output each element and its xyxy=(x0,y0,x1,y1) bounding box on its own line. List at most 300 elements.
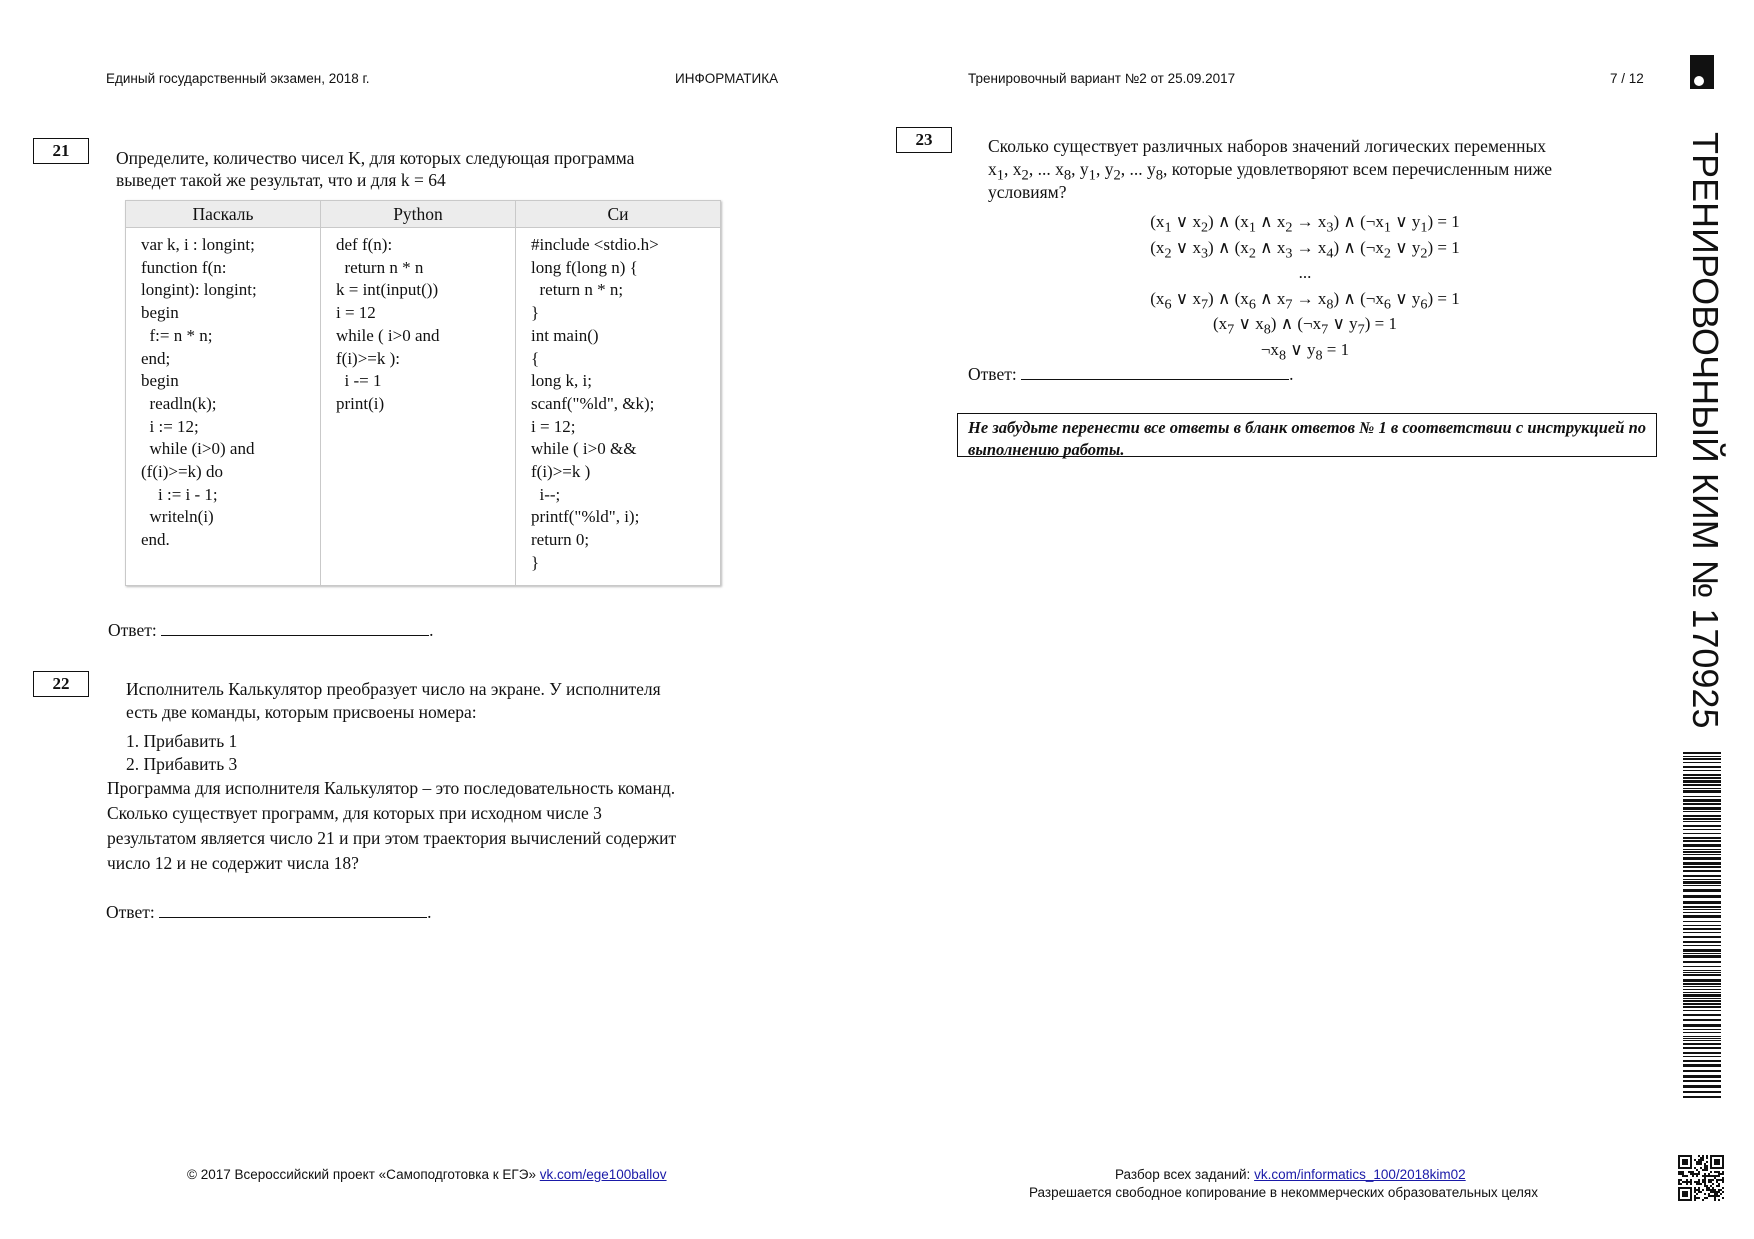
task-23-answer-field[interactable] xyxy=(1021,365,1289,380)
qr-module xyxy=(1682,1191,1688,1197)
barcode-bar xyxy=(1683,803,1721,805)
qr-module xyxy=(1712,1175,1714,1177)
formula-2: ($x_2$ ∨ $x_3$) ∧ ($x_2$ ∧ $x_3 \to x_4$) ∧ ($\neg x_2$ ∨ $y_2) = 1$ xyxy=(1150,238,1460,262)
qr-module xyxy=(1704,1193,1706,1195)
footer-copyright xyxy=(187,1167,667,1182)
barcode-bar xyxy=(1683,870,1721,872)
qr-module xyxy=(1686,1179,1688,1181)
qr-module xyxy=(1716,1193,1718,1195)
code-cell-python xyxy=(321,228,516,586)
barcode-bar xyxy=(1683,756,1721,757)
qr-module xyxy=(1718,1185,1720,1187)
barcode-bar xyxy=(1683,777,1721,779)
corner-marker-icon xyxy=(1690,55,1714,89)
qr-module xyxy=(1708,1195,1710,1197)
barcode-bar xyxy=(1683,1024,1721,1027)
header-exam-title: Единый государственный экзамен, 2018 г. xyxy=(106,71,370,86)
qr-module xyxy=(1682,1175,1684,1177)
barcode-bar xyxy=(1683,921,1721,922)
qr-module xyxy=(1686,1175,1688,1177)
barcode-bar xyxy=(1683,774,1721,776)
qr-module xyxy=(1706,1155,1708,1157)
qr-module xyxy=(1720,1189,1722,1191)
task-21-code-table xyxy=(125,200,721,586)
qr-module xyxy=(1716,1191,1718,1193)
barcode-bar xyxy=(1683,998,1721,999)
formula-4: ($x_7$ ∨ $x_8$) ∧ ($\neg x_7$ ∨ $y_7) = 1$ xyxy=(1213,314,1397,338)
barcode-bar xyxy=(1683,875,1721,877)
qr-module xyxy=(1702,1169,1704,1171)
task-22-intro-line2: есть две команды, которым присвоены номера: xyxy=(126,702,477,722)
qr-module xyxy=(1704,1165,1706,1167)
qr-module xyxy=(1696,1169,1698,1171)
qr-module xyxy=(1698,1163,1700,1165)
task-22-answer-label: Ответ: xyxy=(106,902,155,922)
qr-module xyxy=(1686,1183,1688,1185)
qr-module xyxy=(1722,1187,1724,1189)
barcode-bar xyxy=(1683,1029,1721,1030)
qr-code-icon xyxy=(1678,1155,1724,1201)
qr-module xyxy=(1722,1179,1724,1181)
barcode-bar xyxy=(1683,915,1721,918)
task-22-body-line1: Программа для исполнителя Калькулятор – это последовательность команд. xyxy=(107,778,676,798)
qr-module xyxy=(1694,1197,1696,1199)
qr-module xyxy=(1706,1185,1708,1187)
qr-module xyxy=(1678,1179,1680,1181)
qr-module xyxy=(1696,1193,1698,1195)
task-21-answer-field[interactable] xyxy=(161,621,429,636)
barcode-bar xyxy=(1683,936,1721,938)
task-21-number: 21 xyxy=(33,138,89,164)
barcode-bar xyxy=(1683,1075,1721,1078)
qr-module xyxy=(1712,1183,1714,1185)
qr-module xyxy=(1690,1179,1692,1181)
qr-module xyxy=(1714,1159,1720,1165)
barcode-bar xyxy=(1683,1019,1721,1021)
barcode-bar xyxy=(1683,932,1721,933)
qr-module xyxy=(1694,1167,1696,1169)
qr-module xyxy=(1718,1189,1720,1191)
barcode-bar xyxy=(1683,945,1721,946)
qr-module xyxy=(1680,1171,1682,1173)
barcode-bar xyxy=(1683,840,1721,842)
barcode-bar xyxy=(1683,762,1721,763)
qr-module xyxy=(1698,1181,1700,1183)
task-21-text-line2: выведет такой же результат, что и для k = 64 xyxy=(116,170,446,190)
qr-module xyxy=(1714,1191,1716,1193)
qr-module xyxy=(1688,1171,1690,1173)
qr-module xyxy=(1684,1175,1686,1177)
qr-module xyxy=(1706,1157,1708,1159)
qr-module xyxy=(1698,1179,1700,1181)
formula-5: $\neg x_8$ ∨ $y_8 = 1$ xyxy=(1260,340,1350,364)
qr-module xyxy=(1698,1159,1700,1161)
barcode-bar xyxy=(1683,974,1721,976)
code-python: def f(n): return n * n k = int(input()) i = 12 while ( i>0 and f(i)>=k ): i -= 1 print(i) xyxy=(336,235,440,413)
qr-module xyxy=(1696,1161,1698,1163)
qr-module xyxy=(1698,1171,1700,1173)
task-21-text-line1: Определите, количество чисел K, для которых следующая программа xyxy=(116,148,635,168)
barcode-bar xyxy=(1683,881,1721,884)
barcode-bar xyxy=(1683,885,1721,886)
qr-module xyxy=(1702,1189,1704,1191)
barcode-bar xyxy=(1683,1064,1721,1067)
barcode-bar xyxy=(1683,925,1721,926)
qr-module xyxy=(1722,1177,1724,1179)
qr-module xyxy=(1706,1187,1708,1189)
qr-module xyxy=(1696,1173,1698,1175)
qr-module xyxy=(1716,1175,1718,1177)
barcode-bar xyxy=(1683,941,1721,943)
barcode-bar xyxy=(1683,833,1721,834)
barcode-bar xyxy=(1683,1003,1721,1005)
barcode-bar xyxy=(1683,849,1721,850)
barcode-bar xyxy=(1683,970,1721,971)
barcode-bar xyxy=(1683,807,1721,810)
barcode-bar xyxy=(1683,1085,1721,1088)
qr-module xyxy=(1696,1181,1698,1183)
barcode-bar xyxy=(1683,928,1721,930)
qr-module xyxy=(1686,1181,1688,1183)
qr-module xyxy=(1680,1183,1682,1185)
barcode-bar xyxy=(1683,1014,1721,1016)
qr-module xyxy=(1712,1187,1714,1189)
qr-module xyxy=(1708,1179,1710,1181)
barcode-bar xyxy=(1683,1091,1721,1093)
barcode-bar xyxy=(1683,758,1721,760)
qr-module xyxy=(1712,1179,1714,1181)
qr-module xyxy=(1692,1175,1694,1177)
barcode-bar xyxy=(1683,906,1721,908)
task-22-command-2: 2. Прибавить 3 xyxy=(126,754,238,774)
qr-module xyxy=(1718,1195,1720,1197)
qr-module xyxy=(1694,1173,1696,1175)
qr-module xyxy=(1704,1183,1706,1185)
barcode-bar xyxy=(1683,1040,1721,1041)
code-pascal: var k, i : longint; function f(n: longint): longint; begin f:= n * n; end; begin readln(k); i := 12; while (i>0) and (f(i)>=k) do i := i - 1; writeln(i) end. xyxy=(141,235,257,550)
qr-module xyxy=(1694,1159,1696,1161)
barcode-bar xyxy=(1683,909,1721,910)
qr-module xyxy=(1710,1171,1712,1173)
qr-module xyxy=(1706,1175,1708,1177)
qr-module xyxy=(1704,1163,1706,1165)
qr-module xyxy=(1712,1189,1714,1191)
barcode-bar xyxy=(1683,1000,1721,1002)
header-page-number: 7 / 12 xyxy=(1610,71,1644,86)
barcode-bar xyxy=(1683,1006,1721,1008)
qr-module xyxy=(1698,1183,1700,1185)
qr-module xyxy=(1722,1171,1724,1173)
barcode-bar xyxy=(1683,955,1721,958)
qr-module xyxy=(1690,1173,1692,1175)
task-22-answer-field[interactable] xyxy=(159,903,427,918)
qr-module xyxy=(1722,1197,1724,1199)
task-22-body-line3: результатом является число 21 и при этом траектория вычислений содержит xyxy=(107,828,677,848)
barcode-icon xyxy=(1683,752,1721,1102)
qr-module xyxy=(1678,1181,1680,1183)
qr-module xyxy=(1718,1191,1720,1193)
qr-module xyxy=(1722,1173,1724,1175)
qr-module xyxy=(1710,1181,1712,1183)
barcode-bar xyxy=(1683,1036,1721,1037)
column-header-python: Python xyxy=(321,201,516,228)
qr-module xyxy=(1700,1157,1702,1159)
qr-module xyxy=(1714,1199,1716,1201)
barcode-bar xyxy=(1683,1043,1721,1045)
qr-module xyxy=(1714,1195,1716,1197)
qr-module xyxy=(1690,1181,1692,1183)
qr-module xyxy=(1700,1161,1702,1163)
qr-module xyxy=(1708,1187,1710,1189)
footer-analysis xyxy=(1115,1167,1466,1182)
footer-analysis-link[interactable]: vk.com/informatics_100/2018kim02 xyxy=(1254,1167,1466,1182)
qr-module xyxy=(1718,1173,1720,1175)
qr-module xyxy=(1714,1171,1716,1173)
task-23-answer: Ответ: . xyxy=(968,364,1294,384)
qr-module xyxy=(1702,1199,1704,1201)
qr-module xyxy=(1696,1197,1698,1199)
qr-module xyxy=(1700,1183,1702,1185)
qr-module xyxy=(1702,1175,1704,1177)
footer-license: Разрешается свободное копирование в некоммерческих образовательных целях xyxy=(1029,1185,1538,1200)
barcode-bar xyxy=(1683,815,1721,817)
barcode-bar xyxy=(1683,994,1721,997)
qr-module xyxy=(1700,1191,1702,1193)
qr-module xyxy=(1678,1183,1680,1185)
barcode-bar xyxy=(1683,983,1721,985)
qr-module xyxy=(1696,1175,1698,1177)
barcode-bar xyxy=(1683,889,1721,892)
qr-module xyxy=(1702,1179,1704,1181)
barcode-bar xyxy=(1683,752,1721,754)
qr-module xyxy=(1704,1179,1706,1181)
vertical-kim-title-text: ТРЕНИРОВОЧНЫЙ КИМ № 170925 xyxy=(1685,132,1726,729)
task-21-answer-label: Ответ: xyxy=(108,620,157,640)
qr-module xyxy=(1718,1175,1720,1177)
barcode-bar xyxy=(1683,1080,1721,1082)
qr-module xyxy=(1694,1187,1696,1189)
barcode-bar xyxy=(1683,837,1721,839)
qr-module xyxy=(1704,1169,1706,1171)
qr-module xyxy=(1698,1197,1700,1199)
barcode-bar xyxy=(1683,986,1721,987)
barcode-bar xyxy=(1683,818,1721,820)
footer-analysis-label: Разбор всех заданий: xyxy=(1115,1167,1251,1182)
formula-ellipsis: ... xyxy=(1298,263,1312,282)
barcode-bar xyxy=(1683,788,1721,789)
qr-module xyxy=(1714,1193,1716,1195)
qr-module xyxy=(1700,1167,1702,1169)
qr-module xyxy=(1696,1163,1698,1165)
formula-1: ($x_1$ ∨ $x_2$) ∧ ($x_1$ ∧ $x_2 \to x_3$) ∧ ($\neg x_1$ ∨ $y_1) = 1$ xyxy=(1150,212,1460,236)
qr-module xyxy=(1706,1197,1708,1199)
qr-module xyxy=(1704,1185,1706,1187)
qr-module xyxy=(1698,1187,1700,1189)
task-23-answer-label: Ответ: xyxy=(968,364,1017,384)
qr-module xyxy=(1708,1181,1710,1183)
task-23-text-line1: Сколько существует различных наборов значений логических переменных xyxy=(988,136,1547,156)
barcode-bar xyxy=(1683,857,1721,860)
qr-module xyxy=(1684,1181,1686,1183)
qr-module xyxy=(1716,1195,1718,1197)
qr-module xyxy=(1706,1167,1708,1169)
qr-module xyxy=(1680,1173,1682,1175)
qr-module xyxy=(1714,1189,1716,1191)
qr-module xyxy=(1716,1185,1718,1187)
column-header-c: Си xyxy=(516,201,721,228)
qr-module xyxy=(1706,1189,1708,1191)
qr-module xyxy=(1698,1173,1700,1175)
qr-module xyxy=(1706,1169,1708,1171)
qr-module xyxy=(1690,1171,1692,1173)
barcode-bar xyxy=(1683,953,1721,954)
task-22-answer: Ответ: . xyxy=(106,902,432,922)
qr-module xyxy=(1714,1197,1716,1199)
qr-module xyxy=(1704,1181,1706,1183)
barcode-bar xyxy=(1683,961,1721,963)
barcode-bar xyxy=(1683,979,1721,982)
task-22-intro-line1: Исполнитель Калькулятор преобразует число на экране. У исполнителя xyxy=(126,679,661,699)
barcode-bar xyxy=(1683,895,1721,898)
qr-module xyxy=(1700,1163,1702,1165)
qr-module xyxy=(1682,1171,1684,1173)
code-c: #include <stdio.h> long f(long n) { return n * n; } int main() { long k, i; scanf("%ld", &k); i = 12; while ( i>0 && f(i)>=k ) i--; printf("%ld", i); return 0; } xyxy=(531,235,659,572)
task-22-command-1: 1. Прибавить 1 xyxy=(126,731,238,751)
qr-module xyxy=(1700,1159,1702,1161)
formula-3: ($x_6$ ∨ $x_7$) ∧ ($x_6$ ∧ $x_7 \to x_8$) ∧ ($\neg x_6$ ∨ $y_6) = 1$ xyxy=(1150,289,1460,313)
task-23-text-line3: условиям? xyxy=(988,182,1067,202)
qr-module xyxy=(1708,1189,1710,1191)
barcode-bar xyxy=(1683,1052,1721,1054)
barcode-bar xyxy=(1683,799,1721,802)
qr-module xyxy=(1720,1179,1722,1181)
qr-module xyxy=(1710,1179,1712,1181)
task-23-number: 23 xyxy=(896,127,952,153)
qr-module xyxy=(1710,1175,1712,1177)
barcode-bar xyxy=(1683,854,1721,855)
barcode-bar xyxy=(1683,1096,1721,1098)
header-subject: ИНФОРМАТИКА xyxy=(675,71,779,86)
footer-copyright-link[interactable]: vk.com/ege100ballov xyxy=(539,1167,667,1182)
qr-module xyxy=(1702,1157,1704,1159)
qr-module xyxy=(1718,1183,1720,1185)
qr-module xyxy=(1718,1171,1720,1173)
barcode-bar xyxy=(1683,1032,1721,1033)
qr-module xyxy=(1704,1173,1706,1175)
qr-module xyxy=(1708,1173,1710,1175)
qr-module xyxy=(1704,1167,1706,1169)
qr-module xyxy=(1708,1175,1710,1177)
barcode-bar xyxy=(1683,949,1721,952)
qr-module xyxy=(1704,1197,1706,1199)
qr-module xyxy=(1682,1173,1684,1175)
qr-module xyxy=(1714,1175,1716,1177)
barcode-bar xyxy=(1683,766,1721,768)
barcode-bar xyxy=(1683,912,1721,913)
qr-module xyxy=(1694,1195,1696,1197)
header-variant: Тренировочный вариант №2 от 25.09.2017 xyxy=(968,71,1236,86)
qr-module xyxy=(1682,1159,1688,1165)
barcode-bar xyxy=(1683,1070,1721,1072)
barcode-bar xyxy=(1683,825,1721,827)
column-header-pascal: Паскаль xyxy=(126,201,321,228)
qr-module xyxy=(1694,1189,1696,1191)
barcode-bar xyxy=(1683,844,1721,847)
qr-module xyxy=(1702,1155,1704,1157)
qr-module xyxy=(1688,1181,1690,1183)
qr-module xyxy=(1714,1177,1716,1179)
qr-module xyxy=(1706,1161,1708,1163)
barcode-bar xyxy=(1683,784,1721,786)
task-21-answer: Ответ: . xyxy=(108,620,434,640)
qr-module xyxy=(1696,1183,1698,1185)
barcode-bar xyxy=(1683,811,1721,812)
qr-module xyxy=(1696,1189,1698,1191)
qr-module xyxy=(1712,1195,1714,1197)
barcode-bar xyxy=(1683,901,1721,904)
qr-module xyxy=(1718,1179,1720,1181)
qr-module xyxy=(1680,1179,1682,1181)
qr-module xyxy=(1710,1189,1712,1191)
task-22-body-line2: Сколько существует программ, для которых при исходном числе 3 xyxy=(107,803,602,823)
qr-module xyxy=(1720,1173,1722,1175)
qr-module xyxy=(1708,1193,1710,1195)
qr-module xyxy=(1698,1191,1700,1193)
qr-module xyxy=(1722,1181,1724,1183)
qr-module xyxy=(1682,1181,1684,1183)
qr-module xyxy=(1694,1181,1696,1183)
qr-module xyxy=(1694,1199,1696,1201)
footer-copyright-text: © 2017 Всероссийский проект «Самоподготовка к ЕГЭ» xyxy=(187,1167,536,1182)
qr-module xyxy=(1678,1171,1680,1173)
barcode-bar xyxy=(1683,972,1721,973)
barcode-bar xyxy=(1683,1060,1721,1062)
barcode-bar xyxy=(1683,796,1721,797)
barcode-bar xyxy=(1683,770,1721,771)
qr-module xyxy=(1716,1179,1718,1181)
qr-module xyxy=(1712,1191,1714,1193)
qr-module xyxy=(1692,1173,1694,1175)
barcode-bar xyxy=(1683,1010,1721,1011)
barcode-bar xyxy=(1683,851,1721,853)
qr-module xyxy=(1722,1191,1724,1193)
qr-module xyxy=(1698,1161,1700,1163)
qr-module xyxy=(1706,1165,1708,1167)
qr-module xyxy=(1694,1191,1696,1193)
barcode-bar xyxy=(1683,790,1721,793)
task-23-text-line2: $x_1$, $x_2$, ... $x_8$, $y_1$, $y_2$, ... $y_8$, которые удовлетворяют всем перечисленным ниже xyxy=(988,159,1553,184)
qr-module xyxy=(1710,1185,1712,1187)
qr-module xyxy=(1702,1181,1704,1183)
qr-module xyxy=(1704,1175,1706,1177)
qr-module xyxy=(1720,1193,1722,1195)
code-cell-c xyxy=(516,228,721,586)
qr-module xyxy=(1716,1181,1718,1183)
task-22-body-line4: число 12 и не содержит числа 18? xyxy=(107,853,359,873)
barcode-bar xyxy=(1683,992,1721,993)
barcode-bar xyxy=(1683,862,1721,865)
barcode-bar xyxy=(1683,866,1721,868)
barcode-bar xyxy=(1683,1047,1721,1049)
barcode-bar xyxy=(1683,780,1721,783)
barcode-bar xyxy=(1683,966,1721,967)
qr-module xyxy=(1710,1191,1712,1193)
barcode-bar xyxy=(1683,829,1721,830)
qr-module xyxy=(1692,1171,1694,1173)
task-22-number: 22 xyxy=(33,671,89,697)
qr-module xyxy=(1678,1173,1680,1175)
barcode-bar xyxy=(1683,1038,1721,1039)
